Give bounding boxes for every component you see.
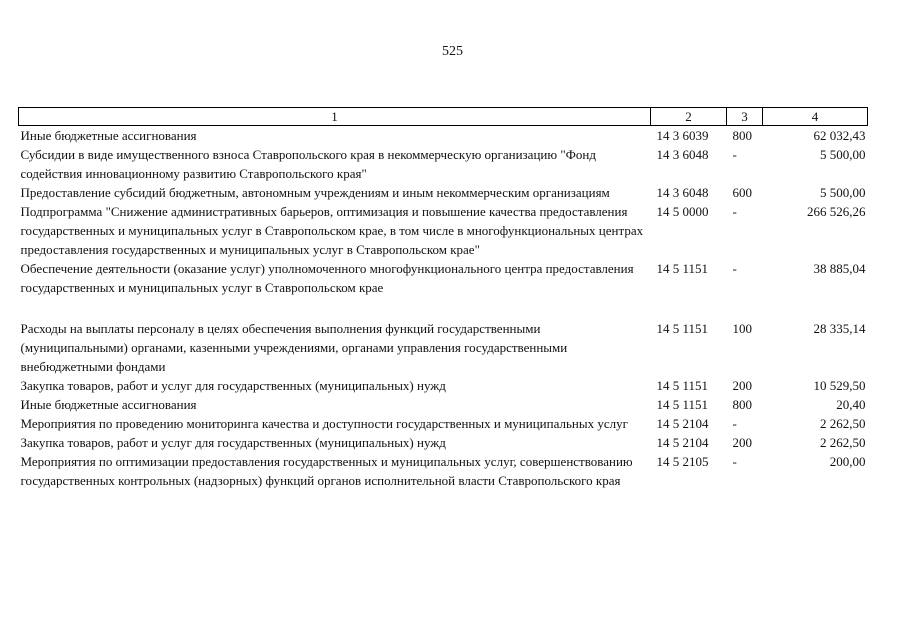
table-header bbox=[19, 108, 868, 126]
row-type: - bbox=[732, 261, 737, 276]
row-name: Мероприятия по проведению мониторинга качества и доступности государственных и муниципальных услуг bbox=[20, 416, 628, 431]
row-type: 200 bbox=[732, 378, 752, 393]
row-sum: 200,00 bbox=[829, 454, 866, 469]
row-code: 14 3 6048 bbox=[656, 147, 709, 162]
table-row bbox=[19, 452, 868, 490]
row-type: 100 bbox=[732, 321, 752, 336]
row-code: 14 5 2105 bbox=[656, 454, 709, 469]
table-body bbox=[19, 126, 868, 491]
table-row bbox=[19, 395, 868, 414]
table-row bbox=[19, 145, 868, 183]
row-type: - bbox=[732, 204, 737, 219]
header-col-1: 1 bbox=[19, 108, 651, 126]
row-code: 14 5 2104 bbox=[656, 435, 709, 450]
table-row bbox=[19, 202, 868, 259]
row-code: 14 5 1151 bbox=[656, 321, 709, 336]
row-sum: 2 262,50 bbox=[820, 435, 866, 450]
row-sum: 2 262,50 bbox=[820, 416, 866, 431]
row-name: Субсидии в виде имущественного взноса Ставропольского края в некоммерческую организацию "Фонд содействия инновационному развитию Ставропольского края" bbox=[20, 147, 596, 181]
header-col-2: 2 bbox=[651, 108, 727, 126]
row-code: 14 3 6039 bbox=[651, 126, 727, 146]
row-name: Иные бюджетные ассигнования bbox=[20, 397, 197, 412]
row-type: 200 bbox=[732, 435, 752, 450]
row-name: Обеспечение деятельности (оказание услуг) уполномоченного многофункционального центра предоставления государственных и муниципальных услуг в Ставропольском крае bbox=[20, 261, 634, 295]
row-sum: 28 335,14 bbox=[813, 321, 866, 336]
page-number: 525 bbox=[442, 44, 463, 59]
header-col-3: 3 bbox=[727, 108, 763, 126]
row-type: 600 bbox=[732, 185, 752, 200]
table-row bbox=[19, 319, 868, 376]
row-sum: 62 032,43 bbox=[763, 126, 868, 146]
row-type: - bbox=[732, 147, 737, 162]
table-row bbox=[19, 126, 868, 146]
table-row bbox=[19, 376, 868, 395]
budget-table bbox=[18, 107, 868, 490]
row-type: 800 bbox=[727, 126, 763, 146]
row-name: Расходы на выплаты персоналу в целях обеспечения выполнения функций государственными (муниципальными) органами, казенными учреждениями, органами управления государственными внебюджетными фондами bbox=[20, 321, 568, 374]
row-name: Мероприятия по оптимизации предоставления государственных и муниципальных услуг, совершенствованию государственных контрольных (надзорных) функций органов исполнительной власти Ставропольского края bbox=[20, 454, 633, 488]
row-type: - bbox=[732, 454, 737, 469]
table-row bbox=[19, 414, 868, 433]
row-name: Закупка товаров, работ и услуг для государственных (муниципальных) нужд bbox=[20, 435, 446, 450]
row-type: 800 bbox=[732, 397, 752, 412]
row-code: 14 5 2104 bbox=[656, 416, 709, 431]
row-sum: 38 885,04 bbox=[813, 261, 866, 276]
table-row bbox=[19, 433, 868, 452]
row-sum: 10 529,50 bbox=[813, 378, 866, 393]
row-code: 14 5 0000 bbox=[656, 204, 709, 219]
row-sum: 20,40 bbox=[836, 397, 866, 412]
row-code: 14 5 1151 bbox=[656, 378, 709, 393]
row-code: 14 5 1151 bbox=[656, 397, 709, 412]
table-row bbox=[19, 183, 868, 202]
row-code: 14 5 1151 bbox=[656, 261, 709, 276]
row-type: - bbox=[732, 416, 737, 431]
header-col-4: 4 bbox=[763, 108, 868, 126]
row-name: Подпрограмма "Снижение административных барьеров, оптимизация и повышение качества предоставления государственных и муниципальных услуг в Ставропольском крае, в том числе в многофункциональных центрах предоставления государственных и муниципальных услуг в Ставропольском крае" bbox=[20, 204, 644, 257]
row-name: Закупка товаров, работ и услуг для государственных (муниципальных) нужд bbox=[20, 378, 446, 393]
row-name: Предоставление субсидий бюджетным, автономным учреждениям и иным некоммерческим организациям bbox=[20, 185, 610, 200]
row-sum: 5 500,00 bbox=[820, 147, 866, 162]
row-sum: 5 500,00 bbox=[820, 185, 866, 200]
table-row bbox=[19, 259, 868, 319]
row-sum: 266 526,26 bbox=[807, 204, 866, 219]
row-name: Иные бюджетные ассигнования bbox=[19, 126, 651, 146]
row-code: 14 3 6048 bbox=[656, 185, 709, 200]
